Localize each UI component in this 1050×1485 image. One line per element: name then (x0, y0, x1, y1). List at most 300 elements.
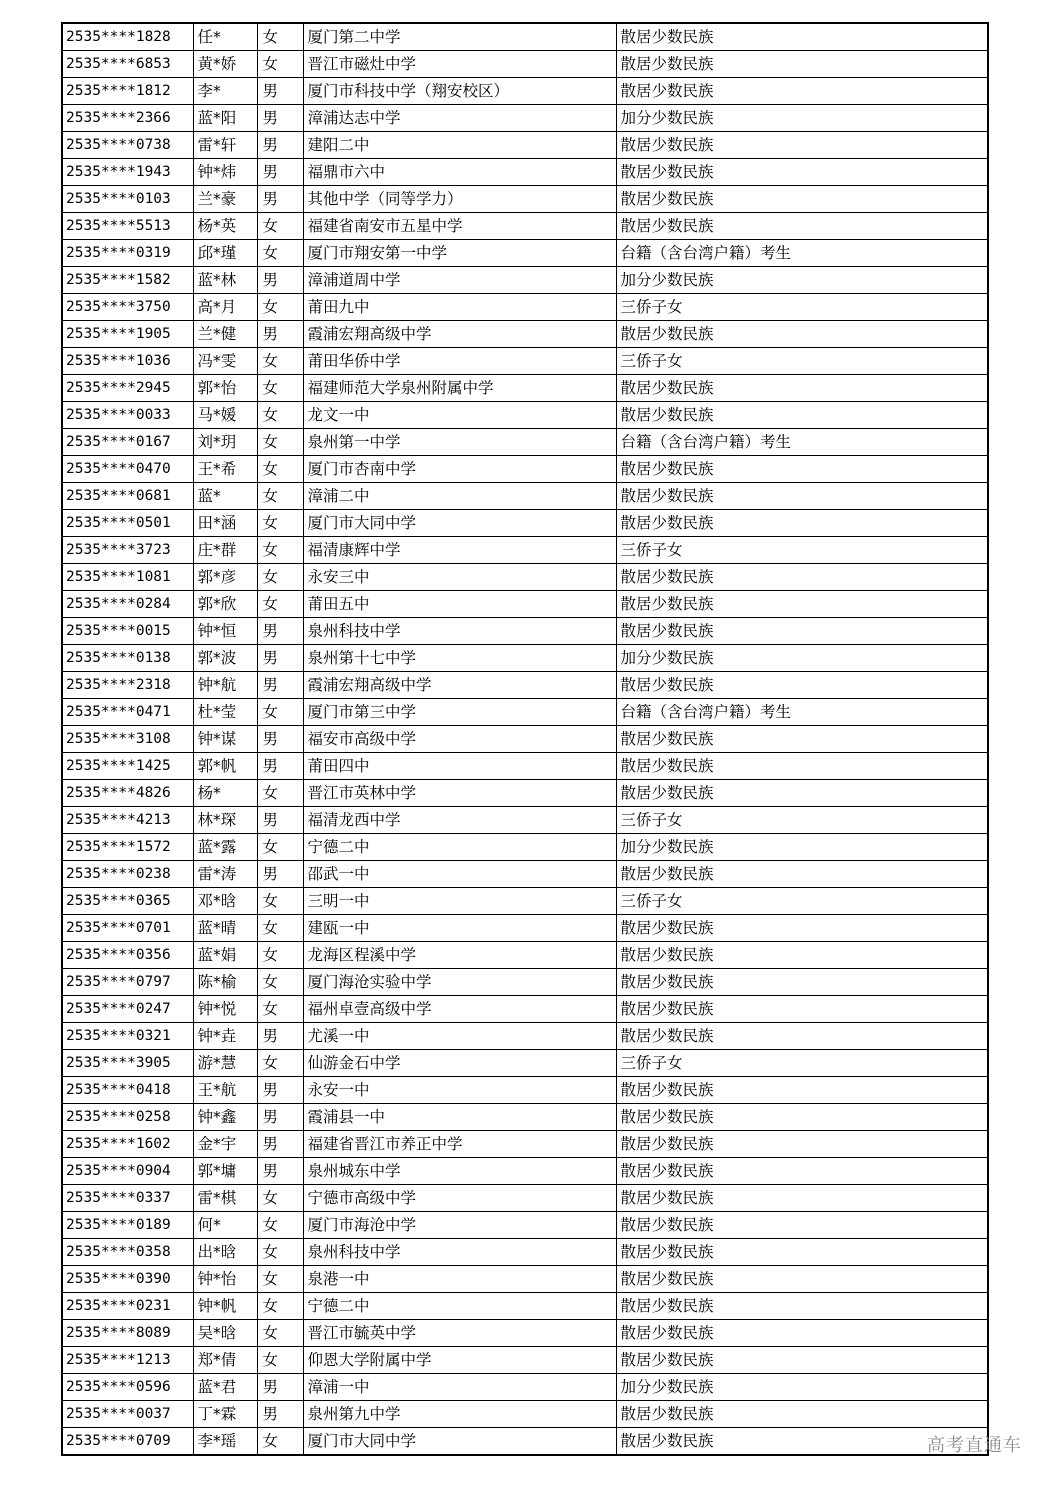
category-cell: 散居少数民族 (616, 753, 988, 780)
gender-cell: 女 (257, 402, 303, 429)
exam-id-cell: 2535****1943 (62, 159, 193, 186)
school-cell: 泉州科技中学 (303, 618, 616, 645)
table-row (62, 1185, 988, 1212)
gender-cell: 女 (257, 348, 303, 375)
gender-cell: 女 (257, 996, 303, 1023)
exam-id-cell: 2535****0596 (62, 1374, 193, 1401)
name-cell: 庄*群 (193, 537, 257, 564)
table-row (62, 1266, 988, 1293)
gender-cell: 女 (257, 23, 303, 51)
exam-id-cell: 2535****0231 (62, 1293, 193, 1320)
table-row (62, 1428, 988, 1456)
table-row (62, 483, 988, 510)
gender-cell: 男 (257, 807, 303, 834)
name-cell: 蓝*林 (193, 267, 257, 294)
school-cell: 福鼎市六中 (303, 159, 616, 186)
table-row (62, 348, 988, 375)
exam-id-cell: 2535****1828 (62, 23, 193, 51)
table-row (62, 564, 988, 591)
school-cell: 厦门海沧实验中学 (303, 969, 616, 996)
school-cell: 厦门市海沧中学 (303, 1212, 616, 1239)
name-cell: 蓝*阳 (193, 105, 257, 132)
school-cell: 龙文一中 (303, 402, 616, 429)
name-cell: 杨* (193, 780, 257, 807)
table-row (62, 159, 988, 186)
category-cell: 台籍（含台湾户籍）考生 (616, 699, 988, 726)
category-cell: 散居少数民族 (616, 456, 988, 483)
table-row (62, 23, 988, 51)
school-cell: 厦门市大同中学 (303, 1428, 616, 1456)
school-cell: 仙游金石中学 (303, 1050, 616, 1077)
name-cell: 丁*霖 (193, 1401, 257, 1428)
gender-cell: 女 (257, 942, 303, 969)
table-row (62, 78, 988, 105)
name-cell: 金*宇 (193, 1131, 257, 1158)
school-cell: 漳浦达志中学 (303, 105, 616, 132)
school-cell: 漳浦一中 (303, 1374, 616, 1401)
exam-id-cell: 2535****0167 (62, 429, 193, 456)
table-row (62, 267, 988, 294)
school-cell: 厦门市翔安第一中学 (303, 240, 616, 267)
category-cell: 散居少数民族 (616, 1104, 988, 1131)
school-cell: 邵武一中 (303, 861, 616, 888)
category-cell: 散居少数民族 (616, 186, 988, 213)
table-row (62, 969, 988, 996)
table-row (62, 1158, 988, 1185)
name-cell: 蓝*娟 (193, 942, 257, 969)
category-cell: 散居少数民族 (616, 1347, 988, 1374)
category-cell: 加分少数民族 (616, 1374, 988, 1401)
name-cell: 雷*涛 (193, 861, 257, 888)
exam-id-cell: 2535****8089 (62, 1320, 193, 1347)
name-cell: 郭*怡 (193, 375, 257, 402)
gender-cell: 男 (257, 1077, 303, 1104)
exam-id-cell: 2535****0358 (62, 1239, 193, 1266)
name-cell: 钟*炜 (193, 159, 257, 186)
category-cell: 散居少数民族 (616, 483, 988, 510)
category-cell: 散居少数民族 (616, 402, 988, 429)
table-row (62, 240, 988, 267)
name-cell: 王*希 (193, 456, 257, 483)
school-cell: 建瓯一中 (303, 915, 616, 942)
gender-cell: 男 (257, 861, 303, 888)
gender-cell: 女 (257, 834, 303, 861)
school-cell: 莆田九中 (303, 294, 616, 321)
category-cell: 散居少数民族 (616, 23, 988, 51)
name-cell: 钟*帆 (193, 1293, 257, 1320)
category-cell: 散居少数民族 (616, 1239, 988, 1266)
category-cell: 散居少数民族 (616, 861, 988, 888)
category-cell: 散居少数民族 (616, 510, 988, 537)
exam-id-cell: 2535****1582 (62, 267, 193, 294)
gender-cell: 女 (257, 240, 303, 267)
school-cell: 泉州第十七中学 (303, 645, 616, 672)
school-cell: 福州卓壹高级中学 (303, 996, 616, 1023)
gender-cell: 女 (257, 1428, 303, 1456)
exam-id-cell: 2535****1425 (62, 753, 193, 780)
exam-id-cell: 2535****0797 (62, 969, 193, 996)
exam-id-cell: 2535****0103 (62, 186, 193, 213)
gender-cell: 女 (257, 1239, 303, 1266)
school-cell: 福清龙西中学 (303, 807, 616, 834)
school-cell: 福建省晋江市养正中学 (303, 1131, 616, 1158)
name-cell: 郭*波 (193, 645, 257, 672)
name-cell: 吴*晗 (193, 1320, 257, 1347)
gender-cell: 男 (257, 672, 303, 699)
gender-cell: 女 (257, 294, 303, 321)
name-cell: 郭*帆 (193, 753, 257, 780)
school-cell: 泉州第九中学 (303, 1401, 616, 1428)
table-row (62, 294, 988, 321)
name-cell: 黄*娇 (193, 51, 257, 78)
table-row (62, 888, 988, 915)
exam-id-cell: 2535****0738 (62, 132, 193, 159)
roster-table (61, 22, 989, 1456)
category-cell: 散居少数民族 (616, 1158, 988, 1185)
exam-id-cell: 2535****0470 (62, 456, 193, 483)
category-cell: 散居少数民族 (616, 51, 988, 78)
table-row (62, 726, 988, 753)
name-cell: 郭*彦 (193, 564, 257, 591)
exam-id-cell: 2535****0258 (62, 1104, 193, 1131)
exam-id-cell: 2535****0015 (62, 618, 193, 645)
name-cell: 游*慧 (193, 1050, 257, 1077)
gender-cell: 男 (257, 1158, 303, 1185)
name-cell: 钟*恒 (193, 618, 257, 645)
category-cell: 散居少数民族 (616, 375, 988, 402)
category-cell: 散居少数民族 (616, 1266, 988, 1293)
table-row (62, 861, 988, 888)
exam-id-cell: 2535****2318 (62, 672, 193, 699)
category-cell: 散居少数民族 (616, 780, 988, 807)
table-row (62, 537, 988, 564)
category-cell: 加分少数民族 (616, 645, 988, 672)
gender-cell: 女 (257, 699, 303, 726)
table-row (62, 510, 988, 537)
table-row (62, 402, 988, 429)
school-cell: 宁德市高级中学 (303, 1185, 616, 1212)
gender-cell: 男 (257, 1131, 303, 1158)
category-cell: 散居少数民族 (616, 969, 988, 996)
gender-cell: 女 (257, 1212, 303, 1239)
table-row (62, 1212, 988, 1239)
school-cell: 仰恩大学附属中学 (303, 1347, 616, 1374)
school-cell: 宁德二中 (303, 1293, 616, 1320)
school-cell: 霞浦县一中 (303, 1104, 616, 1131)
table-row (62, 672, 988, 699)
gender-cell: 男 (257, 1104, 303, 1131)
exam-id-cell: 2535****0037 (62, 1401, 193, 1428)
exam-id-cell: 2535****1572 (62, 834, 193, 861)
category-cell: 散居少数民族 (616, 1077, 988, 1104)
table-row (62, 321, 988, 348)
school-cell: 泉州科技中学 (303, 1239, 616, 1266)
category-cell: 散居少数民族 (616, 726, 988, 753)
table-row (62, 753, 988, 780)
name-cell: 郭*墉 (193, 1158, 257, 1185)
category-cell: 散居少数民族 (616, 213, 988, 240)
gender-cell: 女 (257, 51, 303, 78)
table-row (62, 915, 988, 942)
school-cell: 其他中学（同等学力） (303, 186, 616, 213)
exam-id-cell: 2535****0247 (62, 996, 193, 1023)
name-cell: 林*琛 (193, 807, 257, 834)
school-cell: 厦门第二中学 (303, 23, 616, 51)
category-cell: 散居少数民族 (616, 132, 988, 159)
name-cell: 蓝*君 (193, 1374, 257, 1401)
exam-id-cell: 2535****3905 (62, 1050, 193, 1077)
category-cell: 三侨子女 (616, 1050, 988, 1077)
exam-id-cell: 2535****0321 (62, 1023, 193, 1050)
table-row (62, 780, 988, 807)
school-cell: 莆田四中 (303, 753, 616, 780)
school-cell: 福清康辉中学 (303, 537, 616, 564)
category-cell: 三侨子女 (616, 348, 988, 375)
name-cell: 钟*怡 (193, 1266, 257, 1293)
table-row (62, 375, 988, 402)
gender-cell: 女 (257, 1347, 303, 1374)
category-cell: 加分少数民族 (616, 267, 988, 294)
school-cell: 莆田五中 (303, 591, 616, 618)
gender-cell: 男 (257, 159, 303, 186)
category-cell: 散居少数民族 (616, 1428, 988, 1456)
category-cell: 散居少数民族 (616, 618, 988, 645)
table-row (62, 591, 988, 618)
school-cell: 厦门市第三中学 (303, 699, 616, 726)
school-cell: 福安市高级中学 (303, 726, 616, 753)
category-cell: 加分少数民族 (616, 105, 988, 132)
name-cell: 邓*晗 (193, 888, 257, 915)
exam-id-cell: 2535****0709 (62, 1428, 193, 1456)
gender-cell: 女 (257, 1185, 303, 1212)
gender-cell: 女 (257, 429, 303, 456)
name-cell: 出*晗 (193, 1239, 257, 1266)
school-cell: 晋江市磁灶中学 (303, 51, 616, 78)
name-cell: 任* (193, 23, 257, 51)
exam-id-cell: 2535****0390 (62, 1266, 193, 1293)
name-cell: 陈*榆 (193, 969, 257, 996)
school-cell: 建阳二中 (303, 132, 616, 159)
name-cell: 刘*玥 (193, 429, 257, 456)
exam-id-cell: 2535****0904 (62, 1158, 193, 1185)
school-cell: 宁德二中 (303, 834, 616, 861)
exam-id-cell: 2535****0365 (62, 888, 193, 915)
category-cell: 散居少数民族 (616, 1401, 988, 1428)
exam-id-cell: 2535****0418 (62, 1077, 193, 1104)
exam-id-cell: 2535****2945 (62, 375, 193, 402)
table-row (62, 645, 988, 672)
exam-id-cell: 2535****1081 (62, 564, 193, 591)
category-cell: 三侨子女 (616, 807, 988, 834)
category-cell: 散居少数民族 (616, 942, 988, 969)
name-cell: 田*涵 (193, 510, 257, 537)
exam-id-cell: 2535****0189 (62, 1212, 193, 1239)
gender-cell: 女 (257, 780, 303, 807)
school-cell: 莆田华侨中学 (303, 348, 616, 375)
exam-id-cell: 2535****0033 (62, 402, 193, 429)
gender-cell: 女 (257, 1320, 303, 1347)
gender-cell: 女 (257, 510, 303, 537)
table-row (62, 186, 988, 213)
table-row (62, 942, 988, 969)
table-row (62, 807, 988, 834)
gender-cell: 女 (257, 915, 303, 942)
name-cell: 郭*欣 (193, 591, 257, 618)
school-cell: 永安一中 (303, 1077, 616, 1104)
name-cell: 郑*倩 (193, 1347, 257, 1374)
gender-cell: 男 (257, 618, 303, 645)
gender-cell: 女 (257, 969, 303, 996)
gender-cell: 男 (257, 186, 303, 213)
category-cell: 三侨子女 (616, 888, 988, 915)
school-cell: 福建省南安市五星中学 (303, 213, 616, 240)
exam-id-cell: 2535****0284 (62, 591, 193, 618)
category-cell: 散居少数民族 (616, 1212, 988, 1239)
gender-cell: 男 (257, 1374, 303, 1401)
table-row (62, 429, 988, 456)
gender-cell: 男 (257, 645, 303, 672)
name-cell: 李*瑶 (193, 1428, 257, 1456)
exam-id-cell: 2535****5513 (62, 213, 193, 240)
gender-cell: 男 (257, 753, 303, 780)
table-row (62, 456, 988, 483)
table-row (62, 1347, 988, 1374)
name-cell: 雷*轩 (193, 132, 257, 159)
gender-cell: 女 (257, 483, 303, 510)
exam-id-cell: 2535****0701 (62, 915, 193, 942)
name-cell: 蓝*晴 (193, 915, 257, 942)
table-row (62, 618, 988, 645)
gender-cell: 男 (257, 1023, 303, 1050)
school-cell: 厦门市科技中学（翔安校区） (303, 78, 616, 105)
table-row (62, 699, 988, 726)
name-cell: 杨*英 (193, 213, 257, 240)
school-cell: 泉港一中 (303, 1266, 616, 1293)
exam-id-cell: 2535****3108 (62, 726, 193, 753)
exam-id-cell: 2535****3723 (62, 537, 193, 564)
table-row (62, 1050, 988, 1077)
name-cell: 蓝*露 (193, 834, 257, 861)
exam-id-cell: 2535****4213 (62, 807, 193, 834)
gender-cell: 男 (257, 78, 303, 105)
school-cell: 泉州第一中学 (303, 429, 616, 456)
table-row (62, 105, 988, 132)
category-cell: 散居少数民族 (616, 672, 988, 699)
gender-cell: 女 (257, 1293, 303, 1320)
exam-id-cell: 2535****4826 (62, 780, 193, 807)
gender-cell: 女 (257, 564, 303, 591)
gender-cell: 男 (257, 105, 303, 132)
school-cell: 三明一中 (303, 888, 616, 915)
category-cell: 加分少数民族 (616, 834, 988, 861)
exam-id-cell: 2535****1905 (62, 321, 193, 348)
exam-id-cell: 2535****1036 (62, 348, 193, 375)
gender-cell: 女 (257, 1266, 303, 1293)
exam-id-cell: 2535****0681 (62, 483, 193, 510)
gender-cell: 女 (257, 1050, 303, 1077)
school-cell: 永安三中 (303, 564, 616, 591)
table-row (62, 1023, 988, 1050)
name-cell: 兰*豪 (193, 186, 257, 213)
name-cell: 李* (193, 78, 257, 105)
school-cell: 龙海区程溪中学 (303, 942, 616, 969)
exam-id-cell: 2535****1602 (62, 1131, 193, 1158)
gender-cell: 男 (257, 267, 303, 294)
category-cell: 散居少数民族 (616, 321, 988, 348)
table-row (62, 996, 988, 1023)
table-row (62, 213, 988, 240)
exam-id-cell: 2535****0337 (62, 1185, 193, 1212)
category-cell: 散居少数民族 (616, 1185, 988, 1212)
school-cell: 霞浦宏翔高级中学 (303, 672, 616, 699)
table-row (62, 1320, 988, 1347)
table-row (62, 1239, 988, 1266)
category-cell: 台籍（含台湾户籍）考生 (616, 429, 988, 456)
table-row (62, 1293, 988, 1320)
name-cell: 钟*航 (193, 672, 257, 699)
name-cell: 王*航 (193, 1077, 257, 1104)
gender-cell: 男 (257, 726, 303, 753)
category-cell: 台籍（含台湾户籍）考生 (616, 240, 988, 267)
category-cell: 散居少数民族 (616, 996, 988, 1023)
school-cell: 厦门市杏南中学 (303, 456, 616, 483)
table-row (62, 834, 988, 861)
school-cell: 泉州城东中学 (303, 1158, 616, 1185)
exam-id-cell: 2535****0501 (62, 510, 193, 537)
table-row (62, 1131, 988, 1158)
school-cell: 晋江市毓英中学 (303, 1320, 616, 1347)
name-cell: 钟*悦 (193, 996, 257, 1023)
name-cell: 邱*瑾 (193, 240, 257, 267)
exam-id-cell: 2535****6853 (62, 51, 193, 78)
school-cell: 霞浦宏翔高级中学 (303, 321, 616, 348)
name-cell: 高*月 (193, 294, 257, 321)
category-cell: 三侨子女 (616, 537, 988, 564)
category-cell: 散居少数民族 (616, 1023, 988, 1050)
gender-cell: 女 (257, 888, 303, 915)
exam-id-cell: 2535****2366 (62, 105, 193, 132)
gender-cell: 男 (257, 321, 303, 348)
gender-cell: 男 (257, 1401, 303, 1428)
table-row (62, 132, 988, 159)
category-cell: 散居少数民族 (616, 78, 988, 105)
gender-cell: 女 (257, 591, 303, 618)
table-row (62, 1374, 988, 1401)
exam-id-cell: 2535****0138 (62, 645, 193, 672)
category-cell: 散居少数民族 (616, 915, 988, 942)
category-cell: 散居少数民族 (616, 564, 988, 591)
gender-cell: 男 (257, 132, 303, 159)
name-cell: 马*媛 (193, 402, 257, 429)
table-row (62, 51, 988, 78)
gender-cell: 女 (257, 537, 303, 564)
gender-cell: 女 (257, 375, 303, 402)
category-cell: 散居少数民族 (616, 1320, 988, 1347)
school-cell: 福建师范大学泉州附属中学 (303, 375, 616, 402)
exam-id-cell: 2535****0356 (62, 942, 193, 969)
name-cell: 钟*鑫 (193, 1104, 257, 1131)
school-cell: 漳浦道周中学 (303, 267, 616, 294)
exam-id-cell: 2535****0238 (62, 861, 193, 888)
name-cell: 兰*健 (193, 321, 257, 348)
exam-id-cell: 2535****0319 (62, 240, 193, 267)
category-cell: 三侨子女 (616, 294, 988, 321)
category-cell: 散居少数民族 (616, 1131, 988, 1158)
name-cell: 何* (193, 1212, 257, 1239)
school-cell: 厦门市大同中学 (303, 510, 616, 537)
table-row (62, 1401, 988, 1428)
school-cell: 尤溪一中 (303, 1023, 616, 1050)
